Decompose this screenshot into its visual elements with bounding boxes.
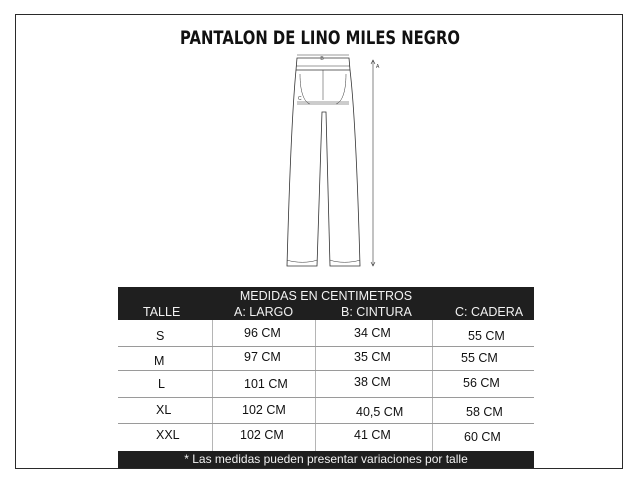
table-row — [118, 320, 534, 347]
page-title: PANTALON DE LINO MILES NEGRO — [180, 27, 460, 49]
column-header-cadera: C: CADERA — [455, 305, 524, 319]
cadera-cell: 55 CM — [461, 351, 498, 365]
size-cell: XL — [156, 403, 172, 417]
size-cell: L — [158, 377, 165, 391]
largo-cell: 102 CM — [240, 428, 284, 442]
size-cell: M — [154, 354, 165, 368]
size-cell: XXL — [156, 428, 180, 442]
cintura-cell: 41 CM — [354, 428, 391, 442]
cintura-cell: 35 CM — [354, 350, 391, 364]
table-row — [118, 423, 534, 451]
column-header-talle: TALLE — [143, 305, 181, 319]
table-footer — [118, 451, 534, 468]
table-row — [118, 370, 534, 398]
largo-cell: 97 CM — [244, 350, 281, 364]
largo-cell: 101 CM — [244, 377, 288, 391]
table-row — [118, 397, 534, 424]
b-label: B — [320, 56, 324, 62]
cintura-cell: 38 CM — [354, 375, 391, 389]
c-label: C — [298, 96, 302, 102]
table-heading: MEDIDAS EN CENTIMETROS — [239, 289, 413, 303]
cadera-cell: 55 CM — [468, 329, 505, 343]
column-header-cintura: B: CINTURA — [341, 305, 412, 319]
table-header — [118, 287, 534, 320]
cadera-cell: 58 CM — [466, 405, 503, 419]
largo-cell: 102 CM — [242, 403, 286, 417]
largo-cell: 96 CM — [244, 326, 281, 340]
cintura-cell: 34 CM — [354, 326, 391, 340]
cintura-cell: 40,5 CM — [356, 405, 404, 419]
size-cell: S — [156, 329, 165, 343]
a-label: A — [376, 64, 380, 70]
column-header-largo: A: LARGO — [234, 305, 294, 319]
size-table — [118, 287, 534, 468]
cadera-cell: 56 CM — [463, 376, 500, 390]
table-row — [118, 346, 534, 371]
pants-diagram — [270, 52, 390, 277]
cadera-cell: 60 CM — [464, 430, 501, 444]
footnote: * Las medidas pueden presentar variaciones por talle — [184, 452, 468, 466]
